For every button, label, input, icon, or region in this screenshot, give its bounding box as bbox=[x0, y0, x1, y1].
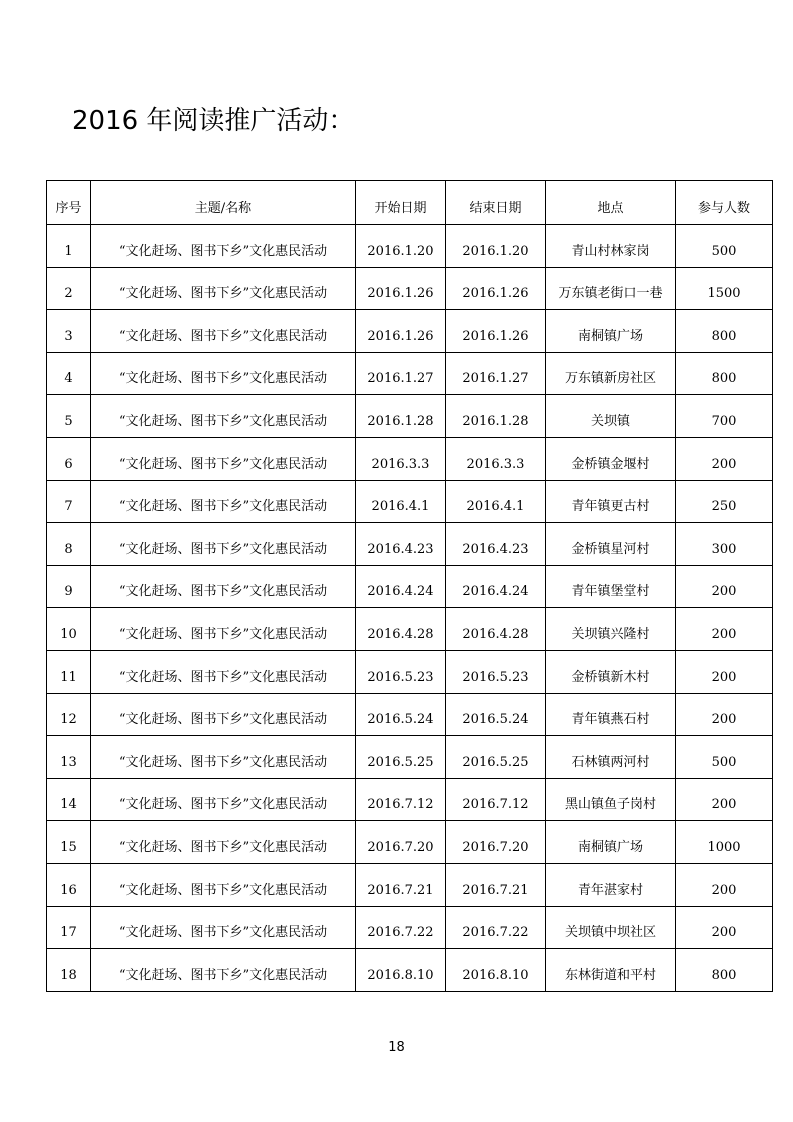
table-row bbox=[47, 778, 773, 821]
cell-serial: 12 bbox=[47, 693, 91, 736]
table-row bbox=[47, 650, 773, 693]
cell-serial: 18 bbox=[47, 949, 91, 992]
page-number: 18 bbox=[388, 1040, 405, 1055]
cell-theme: “文化赶场、图书下乡”文化惠民活动 bbox=[91, 267, 356, 310]
cell-theme: “文化赶场、图书下乡”文化惠民活动 bbox=[91, 565, 356, 608]
cell-start-date: 2016.7.22 bbox=[356, 906, 446, 949]
table-row bbox=[47, 523, 773, 566]
cell-participants: 300 bbox=[676, 523, 773, 566]
header-theme: 主题/名称 bbox=[91, 181, 356, 225]
cell-participants: 800 bbox=[676, 310, 773, 353]
cell-serial: 11 bbox=[47, 650, 91, 693]
cell-participants: 800 bbox=[676, 949, 773, 992]
cell-start-date: 2016.3.3 bbox=[356, 437, 446, 480]
cell-theme: “文化赶场、图书下乡”文化惠民活动 bbox=[91, 949, 356, 992]
cell-location: 黑山镇鱼子岗村 bbox=[546, 778, 676, 821]
cell-theme: “文化赶场、图书下乡”文化惠民活动 bbox=[91, 437, 356, 480]
table-row bbox=[47, 821, 773, 864]
cell-participants: 1000 bbox=[676, 821, 773, 864]
cell-participants: 500 bbox=[676, 736, 773, 779]
cell-end-date: 2016.5.23 bbox=[446, 650, 546, 693]
cell-end-date: 2016.7.22 bbox=[446, 906, 546, 949]
cell-end-date: 2016.4.28 bbox=[446, 608, 546, 651]
cell-theme: “文化赶场、图书下乡”文化惠民活动 bbox=[91, 310, 356, 353]
cell-serial: 15 bbox=[47, 821, 91, 864]
cell-start-date: 2016.7.12 bbox=[356, 778, 446, 821]
cell-theme: “文化赶场、图书下乡”文化惠民活动 bbox=[91, 906, 356, 949]
header-end-date: 结束日期 bbox=[446, 181, 546, 225]
cell-location: 青年湛家村 bbox=[546, 863, 676, 906]
table-row bbox=[47, 565, 773, 608]
cell-participants: 700 bbox=[676, 395, 773, 438]
cell-start-date: 2016.1.28 bbox=[356, 395, 446, 438]
cell-end-date: 2016.7.12 bbox=[446, 778, 546, 821]
cell-start-date: 2016.1.27 bbox=[356, 352, 446, 395]
cell-location: 南桐镇广场 bbox=[546, 310, 676, 353]
cell-serial: 16 bbox=[47, 863, 91, 906]
table-row bbox=[47, 863, 773, 906]
table-row bbox=[47, 437, 773, 480]
cell-theme: “文化赶场、图书下乡”文化惠民活动 bbox=[91, 395, 356, 438]
cell-participants: 500 bbox=[676, 225, 773, 268]
cell-end-date: 2016.8.10 bbox=[446, 949, 546, 992]
table-body bbox=[47, 225, 773, 992]
cell-start-date: 2016.4.28 bbox=[356, 608, 446, 651]
cell-start-date: 2016.4.24 bbox=[356, 565, 446, 608]
cell-start-date: 2016.4.23 bbox=[356, 523, 446, 566]
cell-serial: 5 bbox=[47, 395, 91, 438]
cell-theme: “文化赶场、图书下乡”文化惠民活动 bbox=[91, 821, 356, 864]
cell-serial: 7 bbox=[47, 480, 91, 523]
cell-theme: “文化赶场、图书下乡”文化惠民活动 bbox=[91, 693, 356, 736]
cell-start-date: 2016.5.24 bbox=[356, 693, 446, 736]
cell-participants: 200 bbox=[676, 778, 773, 821]
cell-serial: 13 bbox=[47, 736, 91, 779]
cell-theme: “文化赶场、图书下乡”文化惠民活动 bbox=[91, 225, 356, 268]
cell-theme: “文化赶场、图书下乡”文化惠民活动 bbox=[91, 650, 356, 693]
cell-theme: “文化赶场、图书下乡”文化惠民活动 bbox=[91, 736, 356, 779]
cell-serial: 6 bbox=[47, 437, 91, 480]
cell-serial: 2 bbox=[47, 267, 91, 310]
cell-end-date: 2016.7.20 bbox=[446, 821, 546, 864]
table-row bbox=[47, 608, 773, 651]
cell-end-date: 2016.1.26 bbox=[446, 267, 546, 310]
cell-end-date: 2016.5.24 bbox=[446, 693, 546, 736]
cell-end-date: 2016.1.20 bbox=[446, 225, 546, 268]
cell-end-date: 2016.3.3 bbox=[446, 437, 546, 480]
cell-serial: 8 bbox=[47, 523, 91, 566]
cell-participants: 200 bbox=[676, 565, 773, 608]
table-row bbox=[47, 693, 773, 736]
cell-end-date: 2016.4.23 bbox=[446, 523, 546, 566]
cell-start-date: 2016.1.26 bbox=[356, 267, 446, 310]
cell-serial: 3 bbox=[47, 310, 91, 353]
cell-participants: 200 bbox=[676, 608, 773, 651]
cell-location: 关坝镇兴隆村 bbox=[546, 608, 676, 651]
cell-serial: 17 bbox=[47, 906, 91, 949]
cell-serial: 1 bbox=[47, 225, 91, 268]
table-row bbox=[47, 906, 773, 949]
cell-location: 青年镇燕石村 bbox=[546, 693, 676, 736]
cell-start-date: 2016.4.1 bbox=[356, 480, 446, 523]
cell-location: 金桥镇新木村 bbox=[546, 650, 676, 693]
cell-serial: 10 bbox=[47, 608, 91, 651]
table-row bbox=[47, 480, 773, 523]
cell-location: 青年镇更古村 bbox=[546, 480, 676, 523]
table-row bbox=[47, 736, 773, 779]
activities-table bbox=[46, 180, 773, 992]
cell-location: 石林镇两河村 bbox=[546, 736, 676, 779]
cell-start-date: 2016.1.20 bbox=[356, 225, 446, 268]
cell-start-date: 2016.7.21 bbox=[356, 863, 446, 906]
cell-end-date: 2016.4.1 bbox=[446, 480, 546, 523]
cell-end-date: 2016.1.28 bbox=[446, 395, 546, 438]
cell-start-date: 2016.7.20 bbox=[356, 821, 446, 864]
cell-theme: “文化赶场、图书下乡”文化惠民活动 bbox=[91, 608, 356, 651]
cell-theme: “文化赶场、图书下乡”文化惠民活动 bbox=[91, 352, 356, 395]
cell-theme: “文化赶场、图书下乡”文化惠民活动 bbox=[91, 863, 356, 906]
cell-participants: 200 bbox=[676, 437, 773, 480]
cell-participants: 1500 bbox=[676, 267, 773, 310]
cell-location: 关坝镇中坝社区 bbox=[546, 906, 676, 949]
cell-serial: 4 bbox=[47, 352, 91, 395]
header-serial: 序号 bbox=[47, 181, 91, 225]
cell-participants: 200 bbox=[676, 693, 773, 736]
cell-participants: 200 bbox=[676, 906, 773, 949]
cell-participants: 250 bbox=[676, 480, 773, 523]
cell-participants: 800 bbox=[676, 352, 773, 395]
cell-location: 万东镇新房社区 bbox=[546, 352, 676, 395]
cell-participants: 200 bbox=[676, 863, 773, 906]
cell-theme: “文化赶场、图书下乡”文化惠民活动 bbox=[91, 523, 356, 566]
cell-start-date: 2016.5.25 bbox=[356, 736, 446, 779]
table-row bbox=[47, 352, 773, 395]
table-row bbox=[47, 267, 773, 310]
table-row bbox=[47, 310, 773, 353]
cell-location: 万东镇老街口一巷 bbox=[546, 267, 676, 310]
cell-end-date: 2016.5.25 bbox=[446, 736, 546, 779]
cell-end-date: 2016.7.21 bbox=[446, 863, 546, 906]
cell-start-date: 2016.8.10 bbox=[356, 949, 446, 992]
cell-participants: 200 bbox=[676, 650, 773, 693]
cell-location: 青年镇堡堂村 bbox=[546, 565, 676, 608]
header-start-date: 开始日期 bbox=[356, 181, 446, 225]
cell-location: 金桥镇金堰村 bbox=[546, 437, 676, 480]
cell-serial: 9 bbox=[47, 565, 91, 608]
cell-theme: “文化赶场、图书下乡”文化惠民活动 bbox=[91, 480, 356, 523]
table-row bbox=[47, 395, 773, 438]
table-header-row bbox=[47, 181, 773, 225]
cell-end-date: 2016.4.24 bbox=[446, 565, 546, 608]
page-title: 2016 年阅读推广活动： bbox=[72, 106, 355, 136]
cell-location: 青山村林家岗 bbox=[546, 225, 676, 268]
table-row bbox=[47, 225, 773, 268]
cell-start-date: 2016.5.23 bbox=[356, 650, 446, 693]
header-participants: 参与人数 bbox=[676, 181, 773, 225]
cell-end-date: 2016.1.27 bbox=[446, 352, 546, 395]
cell-location: 东林街道和平村 bbox=[546, 949, 676, 992]
table-row bbox=[47, 949, 773, 992]
cell-location: 关坝镇 bbox=[546, 395, 676, 438]
cell-end-date: 2016.1.26 bbox=[446, 310, 546, 353]
header-location: 地点 bbox=[546, 181, 676, 225]
cell-theme: “文化赶场、图书下乡”文化惠民活动 bbox=[91, 778, 356, 821]
cell-location: 金桥镇星河村 bbox=[546, 523, 676, 566]
cell-location: 南桐镇广场 bbox=[546, 821, 676, 864]
cell-start-date: 2016.1.26 bbox=[356, 310, 446, 353]
cell-serial: 14 bbox=[47, 778, 91, 821]
